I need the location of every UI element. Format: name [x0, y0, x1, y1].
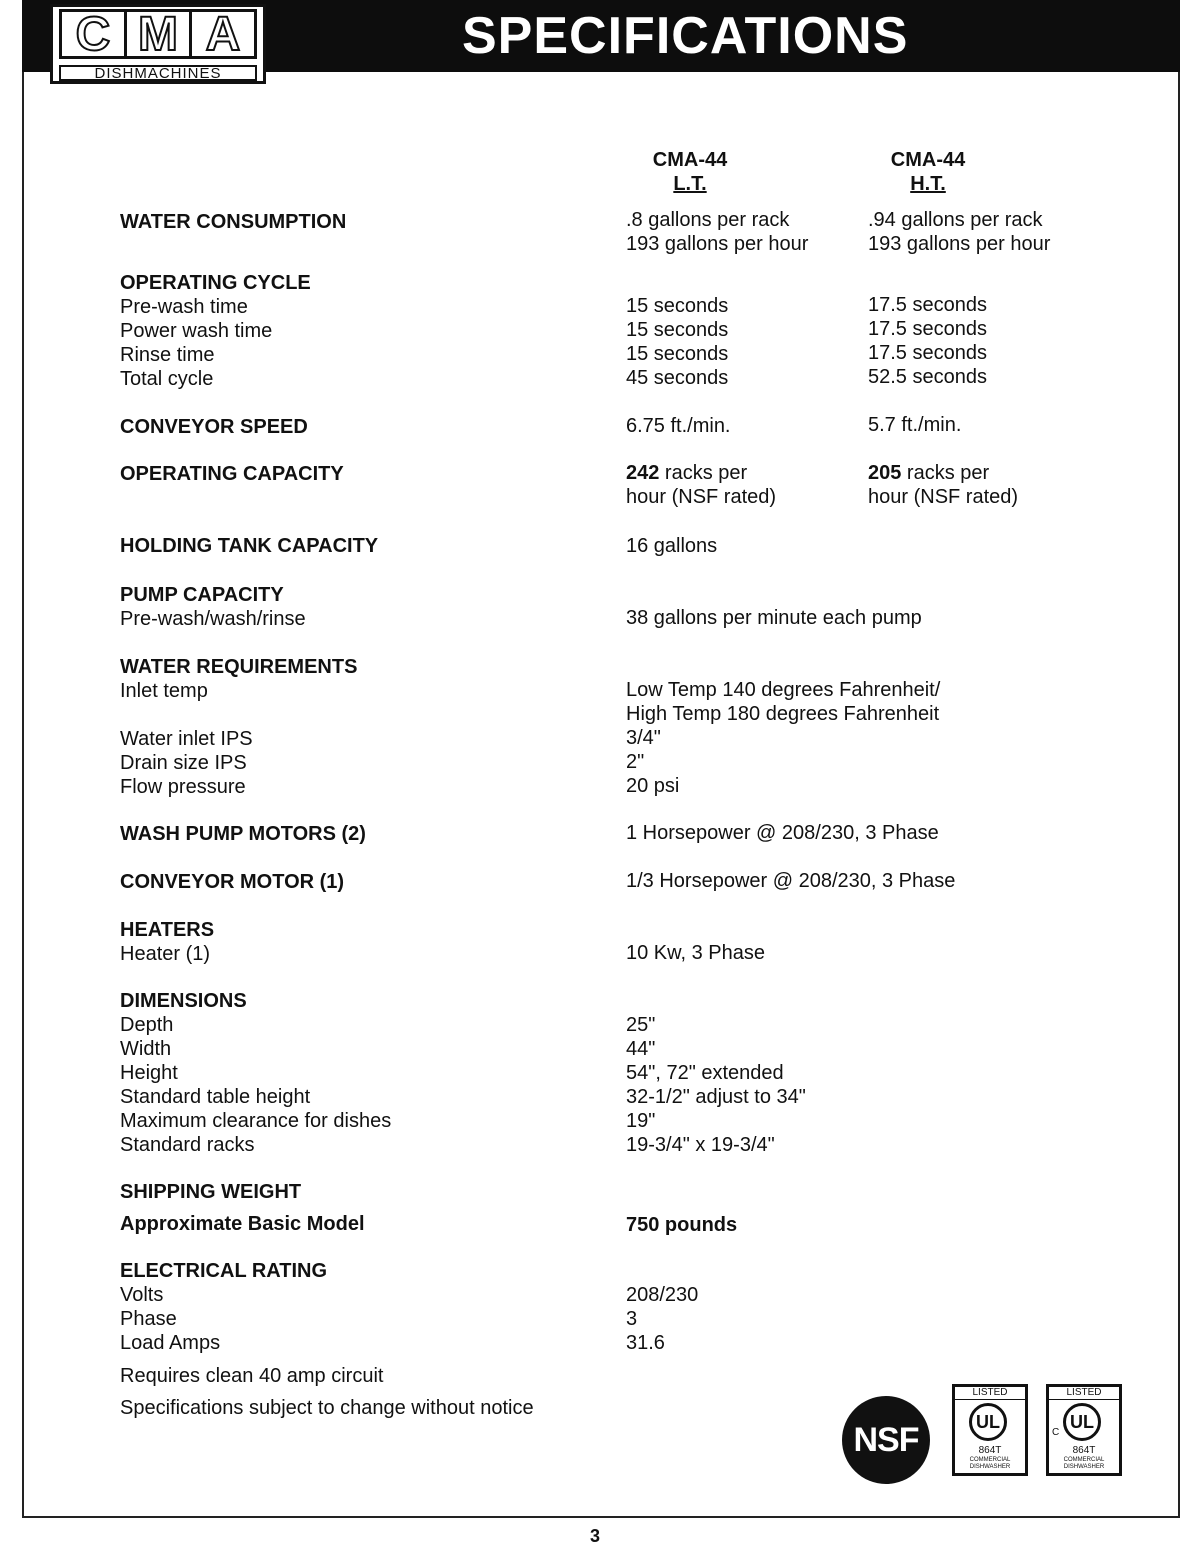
spec-label: SHIPPING WEIGHT [120, 1181, 302, 1203]
company-logo [50, 4, 266, 84]
spec-value: 5.7 ft./min. [868, 414, 962, 436]
spec-value: 10 Kw, 3 Phase [626, 942, 765, 964]
column-header-ht [878, 148, 978, 196]
certification-logos [842, 1380, 1132, 1480]
column-model: CMA-44 [652, 149, 728, 171]
capacity-unit: racks per [901, 462, 990, 484]
spec-value: 2" [626, 751, 645, 773]
spec-value: 750 pounds [626, 1214, 738, 1236]
spec-value [626, 461, 747, 485]
spec-sublabel: Water inlet IPS [120, 728, 253, 750]
capacity-unit: racks per [659, 462, 748, 484]
spec-sublabel: Standard racks [120, 1134, 255, 1156]
spec-value: 15 seconds [626, 295, 729, 317]
spec-value: 44" [626, 1038, 656, 1060]
spec-value: 25" [626, 1014, 656, 1036]
spec-value: 3/4" [626, 727, 661, 749]
spec-sublabel: Rinse time [120, 344, 215, 366]
spec-sublabel: Heater (1) [120, 943, 211, 965]
spec-value: 1/3 Horsepower @ 208/230, 3 Phase [626, 870, 956, 892]
ul-listed-text: LISTED [955, 1387, 1025, 1400]
spec-value: 6.75 ft./min. [626, 415, 731, 437]
spec-value: 16 gallons [626, 535, 718, 557]
spec-value: hour (NSF rated) [626, 486, 777, 508]
spec-label: WATER CONSUMPTION [120, 211, 347, 233]
spec-sublabel: Pre-wash time [120, 296, 248, 318]
spec-value: 15 seconds [626, 343, 729, 365]
spec-sublabel: Flow pressure [120, 776, 246, 798]
spec-value: 54", 72" extended [626, 1062, 784, 1084]
logo-letter: M [124, 9, 189, 59]
spec-value: .94 gallons per rack [868, 209, 1043, 231]
spec-sublabel: Inlet temp [120, 680, 208, 702]
logo-subtitle: DISHMACHINES [59, 65, 257, 81]
spec-sublabel: Volts [120, 1284, 164, 1306]
capacity-number: 205 [868, 462, 902, 484]
spec-sublabel: Drain size IPS [120, 752, 247, 774]
spec-sublabel: Depth [120, 1014, 174, 1036]
spec-value: hour (NSF rated) [868, 486, 1019, 508]
spec-value: 32-1/2" adjust to 34" [626, 1086, 806, 1108]
spec-value: 3 [626, 1308, 638, 1330]
spec-sublabel: Standard table height [120, 1086, 311, 1108]
spec-value: 193 gallons per hour [626, 233, 809, 255]
spec-value: 17.5 seconds [868, 342, 987, 364]
spec-label: WATER REQUIREMENTS [120, 656, 358, 678]
spec-value: 17.5 seconds [868, 318, 987, 340]
cul-listed-logo [1046, 1384, 1122, 1476]
spec-value: 45 seconds [626, 367, 729, 389]
spec-label: WASH PUMP MOTORS (2) [120, 823, 366, 845]
spec-value: 19" [626, 1110, 656, 1132]
column-variant: L.T. [673, 173, 707, 195]
spec-sublabel: Total cycle [120, 368, 214, 390]
spec-label: HOLDING TANK CAPACITY [120, 535, 379, 557]
spec-value: 208/230 [626, 1284, 699, 1306]
ul-description: COMMERCIAL DISHWASHER [969, 1457, 1011, 1470]
note-text: Requires clean 40 amp circuit [120, 1365, 384, 1387]
spec-value: 15 seconds [626, 319, 729, 341]
ul-mark: UL [969, 1403, 1007, 1441]
column-header-lt [640, 148, 740, 196]
spec-sublabel: Approximate Basic Model [120, 1213, 365, 1235]
ul-c-prefix: C [1052, 1427, 1060, 1438]
spec-label: PUMP CAPACITY [120, 584, 284, 606]
spec-value: .8 gallons per rack [626, 209, 790, 231]
ul-listed-logo [952, 1384, 1028, 1476]
spec-value: 19-3/4" x 19-3/4" [626, 1134, 775, 1156]
spec-sublabel: Phase [120, 1308, 177, 1330]
spec-value: 17.5 seconds [868, 294, 987, 316]
spec-label: OPERATING CAPACITY [120, 463, 344, 485]
page-number: 3 [590, 1526, 601, 1546]
spec-label: ELECTRICAL RATING [120, 1260, 328, 1282]
spec-label: CONVEYOR MOTOR (1) [120, 871, 345, 893]
spec-label: DIMENSIONS [120, 990, 247, 1012]
ul-mark: UL [1063, 1403, 1101, 1441]
spec-value: 38 gallons per minute each pump [626, 607, 922, 629]
spec-sublabel: Width [120, 1038, 172, 1060]
spec-value: 193 gallons per hour [868, 233, 1051, 255]
spec-value: 52.5 seconds [868, 366, 987, 388]
logo-letter: C [59, 9, 124, 59]
column-variant: H.T. [910, 173, 946, 195]
ul-code: 864T [978, 1445, 1002, 1456]
column-model: CMA-44 [890, 149, 966, 171]
spec-value: 1 Horsepower @ 208/230, 3 Phase [626, 822, 939, 844]
spec-sublabel: Load Amps [120, 1332, 221, 1354]
spec-value: 31.6 [626, 1332, 665, 1354]
spec-value: High Temp 180 degrees Fahrenheit [626, 703, 940, 725]
spec-label: CONVEYOR SPEED [120, 416, 308, 438]
spec-value: Low Temp 140 degrees Fahrenheit/ [626, 679, 941, 701]
ul-description: COMMERCIAL DISHWASHER [1063, 1457, 1105, 1470]
ul-listed-text: LISTED [1049, 1387, 1119, 1400]
spec-label: HEATERS [120, 919, 215, 941]
spec-sublabel: Pre-wash/wash/rinse [120, 608, 306, 630]
spec-sublabel: Height [120, 1062, 178, 1084]
spec-value [868, 461, 989, 485]
spec-sublabel: Power wash time [120, 320, 273, 342]
nsf-logo: NSF [842, 1396, 930, 1484]
spec-label: OPERATING CYCLE [120, 272, 311, 294]
ul-code: 864T [1072, 1445, 1096, 1456]
logo-letter: A [189, 9, 257, 59]
note-text: Specifications subject to change without notice [120, 1397, 534, 1419]
page-title: SPECIFICATIONS [462, 7, 909, 65]
spec-sublabel: Maximum clearance for dishes [120, 1110, 392, 1132]
capacity-number: 242 [626, 462, 660, 484]
spec-value: 20 psi [626, 775, 680, 797]
